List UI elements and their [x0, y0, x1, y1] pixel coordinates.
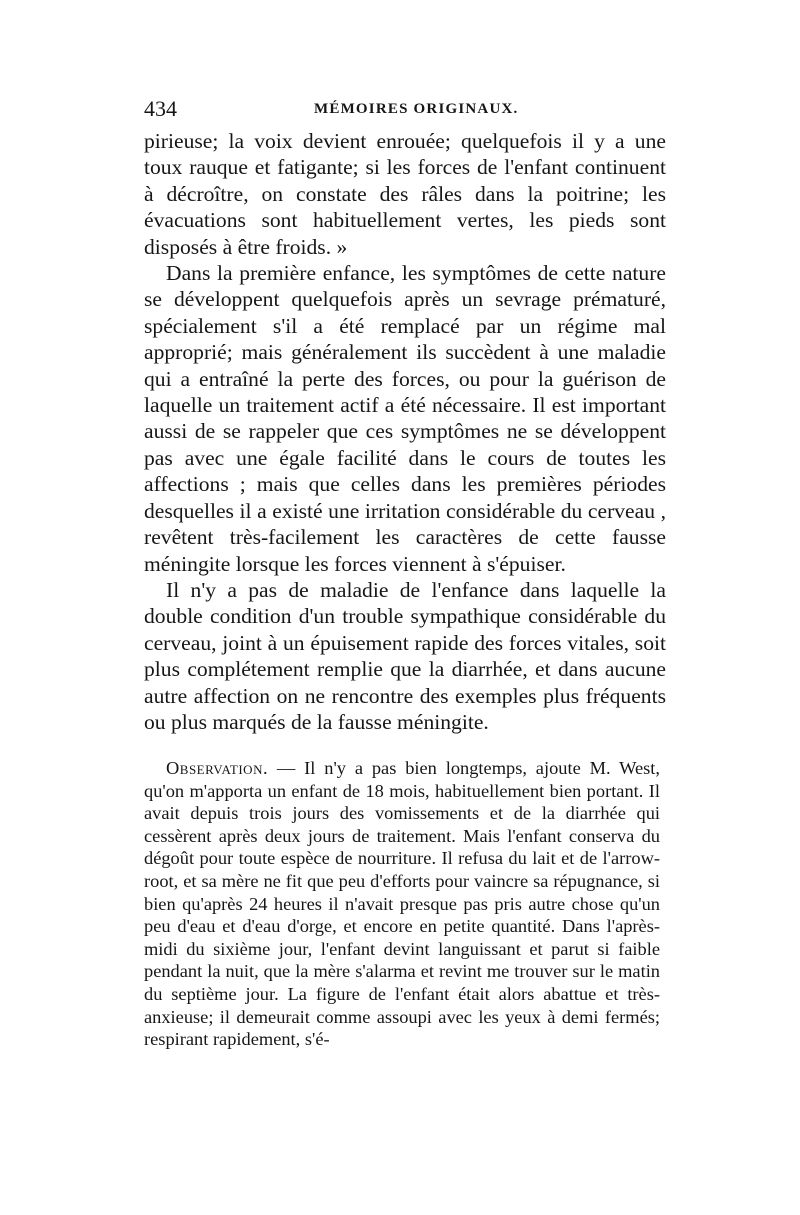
main-text — [144, 128, 666, 735]
observation-paragraph — [144, 757, 660, 1051]
page-header — [144, 96, 664, 126]
observation-label: Observation. — [166, 758, 269, 778]
paragraph: Il n'y a pas de maladie de l'enfance dans laquelle la double condition d'un trouble sympathique considérable du cerveau, joint à un épuisement rapide des forces vitales, soit plus complétement remplie que la diarrhée, et dans aucune autre affection on ne rencontre des exemples plus fréquents ou plus marqués de la fausse méningite. — [144, 577, 666, 734]
paragraph: Dans la première enfance, les symptômes de cette nature se développent quelquefois après un sevrage prématuré, spécialement s'il a été remplacé par un régime mal approprié; mais généralement ils succèdent à une maladie qui a entraîné la perte des forces, ou pour la guérison de laquelle un traitement actif a été nécessaire. Il est important aussi de se rappeler que ces symptômes ne se développent pas avec une égale facilité dans le cours de toutes les affections ; mais que celles dans les premières périodes desquelles il a existé une irritation considérable du cerveau , revêtent très-facilement les caractères de cette fausse méningite lorsque les forces viennent à s'épuiser. — [144, 261, 666, 576]
running-title: MÉMOIRES ORIGINAUX. — [314, 101, 519, 117]
page-number: 434 — [144, 96, 177, 121]
observation-text: — Il n'y a pas bien longtemps, ajoute M. West, qu'on m'apporta un enfant de 18 mois, habituellement bien portant. Il avait depuis trois jours des vomissements et de la diarrhée qui cessèrent après deux jours de traitement. Mais l'enfant conserva du dégoût pour toute espèce de nourriture. Il refusa du lait et de l'arrow-root, et sa mère ne fit que peu d'efforts pour vaincre sa répugnance, si bien qu'après 24 heures il n'avait presque pas pris autre chose qu'un peu d'eau et d'eau d'orge, et encore en petite quantité. Dans l'après-midi du sixième jour, l'enfant devint languissant et parut si faible pendant la nuit, que la mère s'alarma et revint me trouver sur le matin du septième jour. La figure de l'enfant était alors abattue et très-anxieuse; il demeurait comme assoupi avec les yeux à demi fermés; respirant rapidement, s'é- — [144, 758, 660, 1050]
observation-block — [144, 757, 660, 1051]
paragraph-continued: pirieuse; la voix devient enrouée; quelquefois il y a une toux rauque et fatigante; si les forces de l'enfant continuent à décroître, on constate des râles dans la poitrine; les évacuations sont habituellement vertes, les pieds sont disposés à être froids. » — [144, 129, 666, 259]
